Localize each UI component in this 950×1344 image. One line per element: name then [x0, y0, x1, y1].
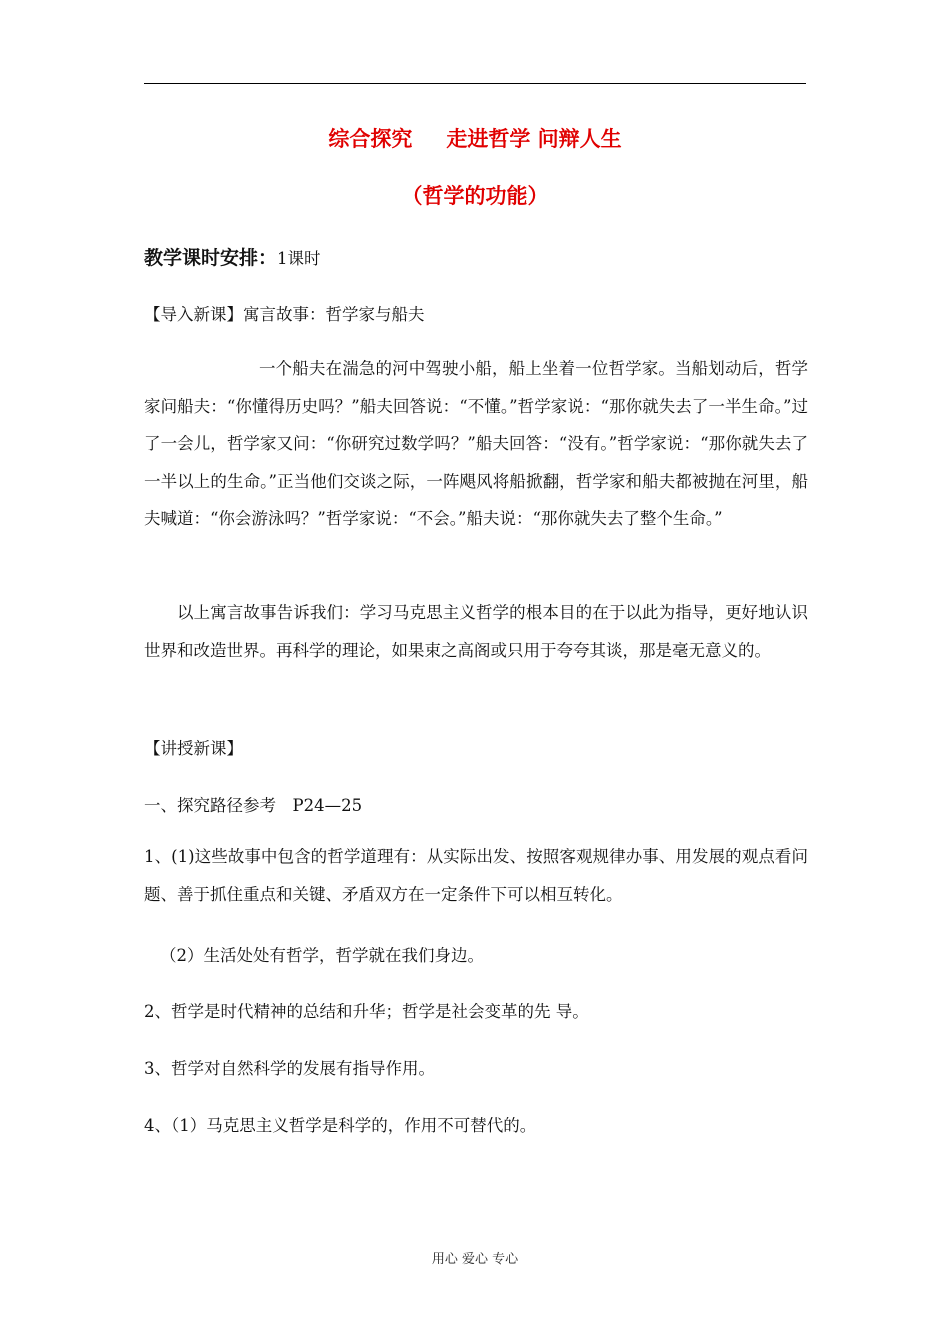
schedule-label: 教学课时安排： [144, 247, 278, 269]
item-1-2: （2）生活处处有哲学，哲学就在我们身边。 [160, 946, 484, 965]
item-4: 4、（1）马克思主义哲学是科学的，作用不可替代的。 [144, 1116, 537, 1135]
item-1: 1、(1)这些故事中包含的哲学道理有：从实际出发、按照客观规律办事、用发展的观点看问题、善于抓住重点和关键、矛盾双方在一定条件下可以相互转化。 [144, 847, 808, 904]
item-2: 2、哲学是时代精神的总结和升华；哲学是社会变革的先 导。 [144, 1002, 589, 1021]
section-one-heading: 一、探究路径参考 P24—25 [144, 796, 363, 815]
lesson-paragraph: 以上寓言故事告诉我们：学习马克思主义哲学的根本目的在于以此为指导，更好地认识世界和改造世界。再科学的理论，如果束之高阁或只用于夸夸其谈，那是毫无意义的。 [144, 603, 808, 660]
lesson-schedule [144, 243, 812, 270]
schedule-value: 1课时 [277, 249, 321, 268]
story-paragraph: 一个船夫在湍急的河中驾驶小船，船上坐着一位哲学家。当船划动后，哲学家问船夫：“你懂得历史吗？”船夫回答说：“不懂。”哲学家说：“那你就失去了一半生命。”过了一会儿，哲学家又问：“你研究过数学吗？”船夫回答：“没有。”哲学家说：“那你就失去了一半以上的生命。”正当他们交谈之际，一阵飓风将船掀翻，哲学家和船夫都被抛在河里，船夫喊道：“你会游泳吗？”哲学家说：“不会。”船夫说：“那你就失去了整个生命。” [144, 359, 808, 528]
intro-heading: 【导入新课】寓言故事：哲学家与船夫 [144, 305, 425, 324]
page-title [144, 123, 806, 153]
teach-heading: 【讲授新课】 [144, 739, 243, 758]
page-subtitle: （哲学的功能） [401, 184, 549, 208]
page-footer: 用心 爱心 专心 [431, 1252, 519, 1267]
title-sub: 走进哲学 问辩人生 [446, 127, 622, 151]
title-main: 综合探究 [328, 127, 413, 151]
header-rule [144, 83, 806, 84]
item-3: 3、哲学对自然科学的发展有指导作用。 [144, 1059, 435, 1078]
